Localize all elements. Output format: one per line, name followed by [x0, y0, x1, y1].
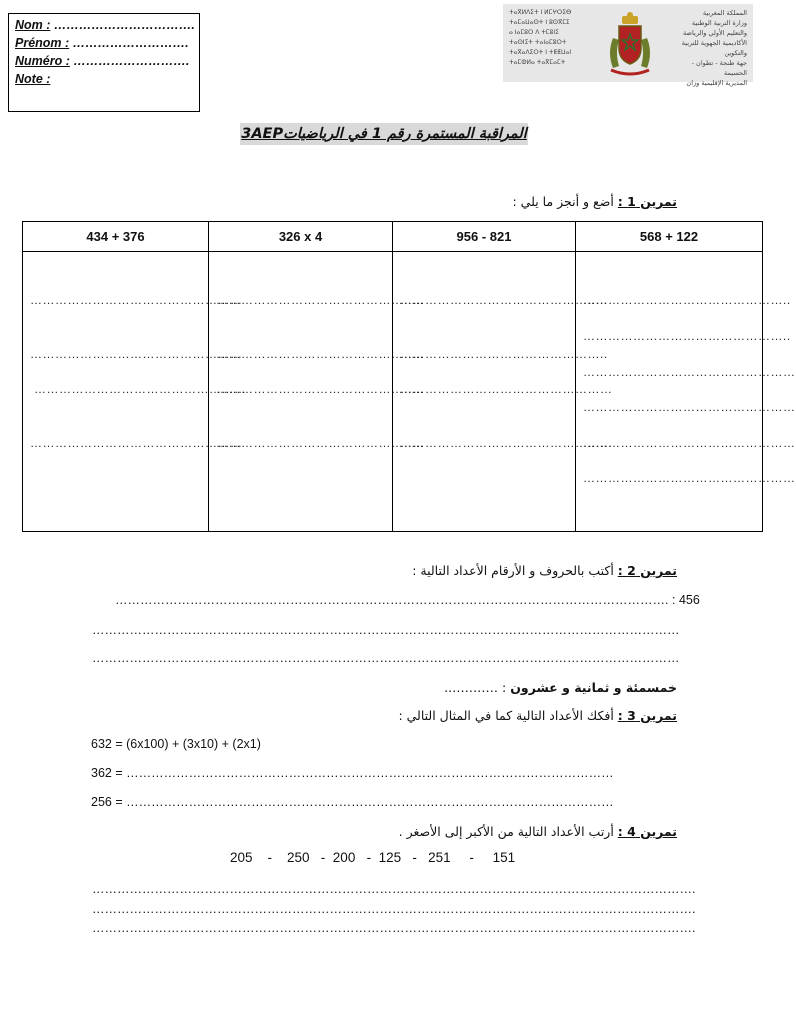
answer-line: …………………………………………… [30, 293, 243, 307]
exercise3-answer-row[interactable]: 362 = ……………………………………………………………………………………………………… [91, 766, 614, 780]
answer-cell[interactable] [23, 252, 247, 532]
operation-header: 326 x 4 [209, 222, 393, 252]
answer-line: ………………………………………….. [216, 293, 424, 307]
exercise2-instruction: أكتب بالحروف و الأرقام الأعداد التالية : [412, 563, 618, 578]
item2-separator: : [502, 680, 507, 695]
nom-label: Nom : [15, 18, 51, 32]
logo-right-line: الأكاديمية الجهوية للتربية والتكوين [681, 39, 747, 57]
exercise4-instruction: أرتب الأعداد التالية من الأكبر إلى الأصغر . [398, 824, 618, 839]
exercise4-label: تمرين 4 : [617, 824, 677, 839]
operation-header: 568 + 122 [576, 222, 763, 252]
exercise2-heading [412, 563, 677, 578]
answer-line: …………………………………………… [30, 347, 243, 361]
nom-dots: ……………………………. [50, 18, 195, 32]
answer-cell[interactable] [209, 252, 424, 532]
answer-line: …………………………………………… [30, 436, 243, 450]
item2-text: خمسمئة و ثمانية و عشرون [510, 680, 677, 695]
prenom-label: Prénom : [15, 36, 70, 50]
exercise3-instruction: أفكك الأعداد التالية كما في المثال التالي : [398, 708, 618, 723]
student-info-box [8, 13, 200, 112]
answer-cell[interactable] [576, 252, 796, 532]
answer-line: …………………………………………… [583, 471, 796, 485]
numero-dots: ………………………. [69, 54, 190, 68]
note-label: Note : [15, 72, 51, 86]
answer-line[interactable]: ………………………………………………………………………………………………………………………………. [92, 921, 696, 935]
operation-header: 956 - 821 [393, 222, 576, 252]
logo-right-line: وزارة التربية الوطنية [691, 19, 747, 27]
item1-separator: : [671, 593, 676, 607]
answer-line: ………………………………………….. [400, 347, 608, 361]
answer-line: ………………………………………….. [216, 436, 424, 450]
answer-line: ………………………………………….. [216, 347, 424, 361]
exam-title: المراقبة المستمرة رقم 1 في الرياضيات3AEP [240, 123, 528, 145]
answer-line: …………………………………………… [400, 382, 613, 396]
logo-right-line: جهة طنجة - تطوان - الحسيمة [691, 59, 747, 77]
answer-line: ………………………………………….. [400, 293, 608, 307]
number-sequence: 205 - 250 - 200 - 125 - 251 - 151 [230, 850, 516, 865]
exercise1-instruction: أضع و أنجز ما يلي : [512, 194, 618, 209]
answer-line: …………………………………………… [583, 436, 796, 450]
answer-line: ………………………………………….. [583, 293, 791, 307]
numero-row[interactable] [15, 52, 193, 70]
logo-tifinagh-text [509, 8, 599, 68]
logo-arabic-text [667, 8, 747, 88]
answer-cell[interactable] [393, 252, 613, 532]
logo-left-line: ⵜⴰⵎⵀⵍⴰ ⵜⴰⴳⵎⴰⵎⵜ [509, 59, 566, 66]
exercise2-item1 [115, 593, 700, 607]
answer-line: …………………………………………… [583, 365, 796, 379]
answer-line: ………………………………………….. [216, 382, 424, 396]
coat-of-arms-icon [603, 8, 657, 78]
prenom-dots: ………………………. [69, 36, 189, 50]
exercise4-heading [399, 824, 677, 839]
logo-left-line: ⴰ ⵏⴰⵎⵓⵔ ⴷ ⵜⵎⵓⵏⵉ [509, 29, 559, 36]
exercise2-item2 [444, 680, 677, 695]
answer-line[interactable]: ………………………………………………………………………………………………………………………………. [92, 902, 696, 916]
logo-left-line: ⵜⴰⵎⴰⵡⴰⵙⵜ ⵏ ⵓⵙⴳⵎⵉ [509, 19, 570, 26]
item1-value: 456 [678, 593, 700, 607]
ministry-logo [503, 4, 753, 87]
exercise3-answer-row[interactable]: 256 = ……………………………………………………………………………………………………… [91, 795, 614, 809]
exercise3-example: 632 = (6x100) + (3x10) + (2x1) [91, 737, 261, 751]
answer-line: …………………………………………… [400, 436, 613, 450]
logo-left-line: ⵜⴰⵙⵏⵉⵜ ⵜⴰⵏⴰⵎⵓⵔⵜ [509, 39, 567, 46]
logo-right-line: المديرية الإقليمية وزان [686, 79, 747, 87]
operation-header: 434 + 376 [23, 222, 209, 252]
note-row[interactable] [15, 70, 193, 88]
numero-label: Numéro : [15, 54, 70, 68]
exercise1-table [22, 221, 796, 532]
answer-line: …………………………………………… [583, 400, 796, 414]
answer-line[interactable]: …………………………………………………………………………………………………………………………… [92, 623, 680, 637]
answer-line: …………………………………………… [34, 382, 247, 396]
exercise1-heading [512, 194, 677, 209]
logo-right-line: والتعليم الأولي والرياضة [683, 29, 747, 37]
exercise3-label: تمرين 3 : [617, 708, 677, 723]
prenom-row[interactable] [15, 34, 193, 52]
answer-line: ………………………………………….. [583, 329, 791, 343]
logo-left-line: ⵜⴰⴳⵍⴷⵉⵜ ⵏ ⵍⵎⵖⵔⵉⴱ [509, 9, 572, 16]
nom-row[interactable] [15, 16, 193, 34]
exercise1-label: تمرين 1 : [617, 194, 677, 209]
answer-line[interactable]: …………. [444, 680, 499, 695]
exercise2-label: تمرين 2 : [617, 563, 677, 578]
logo-right-line: المملكة المغربية [702, 9, 747, 17]
exercise3-heading [398, 708, 677, 723]
answer-line[interactable]: ……………………………………………………………………………………………………………………. [115, 593, 669, 607]
answer-line[interactable]: ………………………………………………………………………………………………………………………………. [92, 882, 696, 896]
logo-left-line: ⵜⴰⴳⴰⴷⵉⵔⵜ ⵏ ⵜⵟⵟⵡⴰⵏ [509, 49, 572, 56]
answer-line[interactable]: …………………………………………………………………………………………………………………………… [92, 651, 680, 665]
